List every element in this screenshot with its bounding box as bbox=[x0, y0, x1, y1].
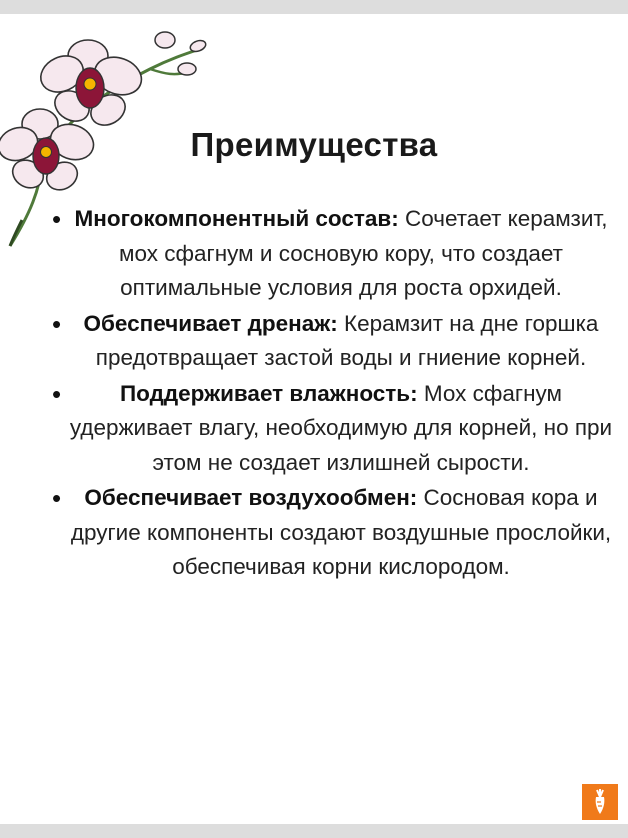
bullet-icon: • bbox=[52, 308, 62, 339]
benefits-list bbox=[44, 202, 614, 585]
bullet-icon: • bbox=[52, 204, 62, 234]
bullet-icon: • bbox=[52, 483, 62, 513]
item-heading: Обеспечивает воздухообмен: bbox=[84, 485, 418, 510]
item-text: Сосновая кора и другие компоненты создают воздушные прослойки, обеспечивая корни кислородом. bbox=[70, 485, 612, 579]
list-item bbox=[44, 202, 614, 306]
item-heading: Многокомпонентный состав: bbox=[74, 206, 399, 231]
item-heading: Обеспечивает дренаж: bbox=[83, 310, 338, 336]
content-card bbox=[0, 14, 628, 824]
list-item bbox=[44, 377, 614, 481]
carrot-logo-icon bbox=[582, 784, 618, 820]
item-text: Керамзит на дне горшка предотвращает застой воды и гниение корней. bbox=[95, 310, 599, 370]
item-heading: Поддерживает влажность: bbox=[119, 380, 418, 406]
list-item bbox=[44, 481, 614, 585]
item-text: Мох сфагнум удерживает влагу, необходимую для корней, но при этом не создает излишней сырости. bbox=[69, 380, 613, 475]
page-title: Преимущества bbox=[190, 126, 438, 163]
list-item bbox=[44, 307, 614, 376]
bullet-icon: • bbox=[52, 378, 62, 409]
item-text: Сочетает керамзит, мох сфагнум и сосновую кору, что создает оптимальные условия для роста орхидей. bbox=[119, 206, 608, 300]
